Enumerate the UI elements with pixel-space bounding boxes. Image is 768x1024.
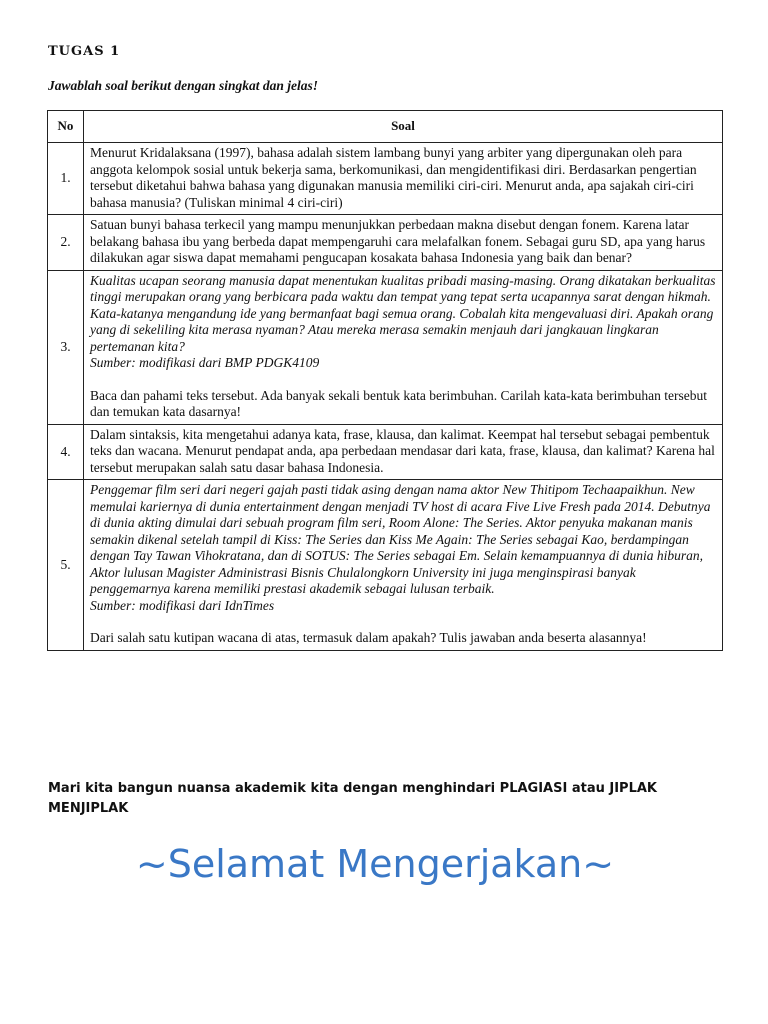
question-text: Menurut Kridalaksana (1997), bahasa adalah sistem lambang bunyi yang arbiter yang dipergunakan oleh para anggota kelompok sosial untuk bekerja sama, berkomunikasi, dan mengidentifikasi diri. Berdasarkan pengertian tersebut diketahui bahwa bahasa yang digunakan manusia memiliki ciri-ciri. Menurut anda, apa sajakah ciri-ciri bahasa manusia? (Tuliskan minimal 4 ciri-ciri)	[84, 143, 723, 215]
table-row	[48, 215, 723, 271]
row-number: 4.	[48, 424, 84, 480]
question-cell	[84, 270, 723, 424]
row-number: 2.	[48, 215, 84, 271]
question-text: Satuan bunyi bahasa terkecil yang mampu menunjukkan perbedaan makna disebut dengan fonem. Karena latar belakang bahasa ibu yang berbeda dapat mempengaruhi cara melafalkan fonem. Sebagai guru SD, apa yang harus dilakukan agar siswa dapat memahami pengucapan kosakata bahasa Indonesia yang baik dan benar?	[84, 215, 723, 271]
spacer	[90, 614, 716, 630]
row-number: 1.	[48, 143, 84, 215]
source-line: Sumber: modifikasi dari IdnTimes	[90, 597, 275, 613]
table-row	[48, 480, 723, 651]
header-no: No	[48, 111, 84, 143]
quoted-passage: Kualitas ucapan seorang manusia dapat menentukan kualitas pribadi masing-masing. Orang dikatakan berkualitas tinggi merupakan orang yang berbicara pada waktu dan tempat yang tepat serta ucapannya sarat dengan hikmah. Kata-katanya mengandung ide yang bermanfaat bagi semua orang. Cobalah kita mengevaluasi diri. Apakah orang yang di sekeliling kita merasa nyaman? Atau mereka merasa semakin menjauh dari jangkauan lingkaran pertemanan kita?	[90, 272, 716, 354]
document-title: TUGAS 1	[48, 44, 121, 59]
question-text: Dari salah satu kutipan wacana di atas, termasuk dalam apakah? Tulis jawaban anda beserta alasannya!	[90, 630, 647, 645]
question-text: Baca dan pahami teks tersebut. Ada banyak sekali bentuk kata berimbuhan. Carilah kata-kata berimbuhan tersebut dan temukan kata dasarnya!	[90, 387, 708, 419]
question-text: Dalam sintaksis, kita mengetahui adanya kata, frase, klausa, dan kalimat. Keempat hal tersebut sebagai pembentuk teks dan wacana. Menurut pendapat anda, apa perbedaan mendasar dari kata, frase, klausa, dan kalimat? Karena hal tersebut merupakan salah satu dasar bahasa Indonesia.	[84, 424, 723, 480]
closing-greeting: ~Selamat Mengerjakan~	[135, 842, 615, 886]
question-table	[47, 110, 723, 651]
table-header-row	[48, 111, 723, 143]
table-row	[48, 270, 723, 424]
row-number: 3.	[48, 270, 84, 424]
quoted-passage: Penggemar film seri dari negeri gajah pasti tidak asing dengan nama aktor New Thitipom Techaapaikhun. New memulai kariernya di dunia entertainment dengan menjadi TV host di acara Five Live Fresh pada 2014. Debutnya di dunia akting dimulai dari sebuah program film seri, Room Alone: The Series. Aktor penyuka makanan manis semakin dikenal setelah tampil di Kiss: The Series dan Kiss Me Again: The Series sebagai Kao, berdampingan dengan Tay Tawan Vihokratana, dan di SOTUS: The Series sebagai Em. Selain kemampuannya di dunia hiburan, Aktor lulusan Magister Administrasi Bisnis Chulalongkorn University ini juga menginspirasi banyak penggemarnya karena memiliki prestasi akademik sebagai lulusan terbaik.	[90, 482, 711, 596]
header-soal: Soal	[84, 111, 723, 143]
spacer	[90, 372, 716, 388]
table-row	[48, 424, 723, 480]
instruction-text: Jawablah soal berikut dengan singkat dan jelas!	[48, 78, 319, 93]
plagiarism-note: Mari kita bangun nuansa akademik kita dengan menghindari PLAGIASI atau JIPLAK MENJIPLAK	[48, 781, 657, 816]
table-row	[48, 143, 723, 215]
question-cell	[84, 480, 723, 651]
source-line: Sumber: modifikasi dari BMP PDGK4109	[90, 355, 320, 370]
row-number: 5.	[48, 480, 84, 651]
